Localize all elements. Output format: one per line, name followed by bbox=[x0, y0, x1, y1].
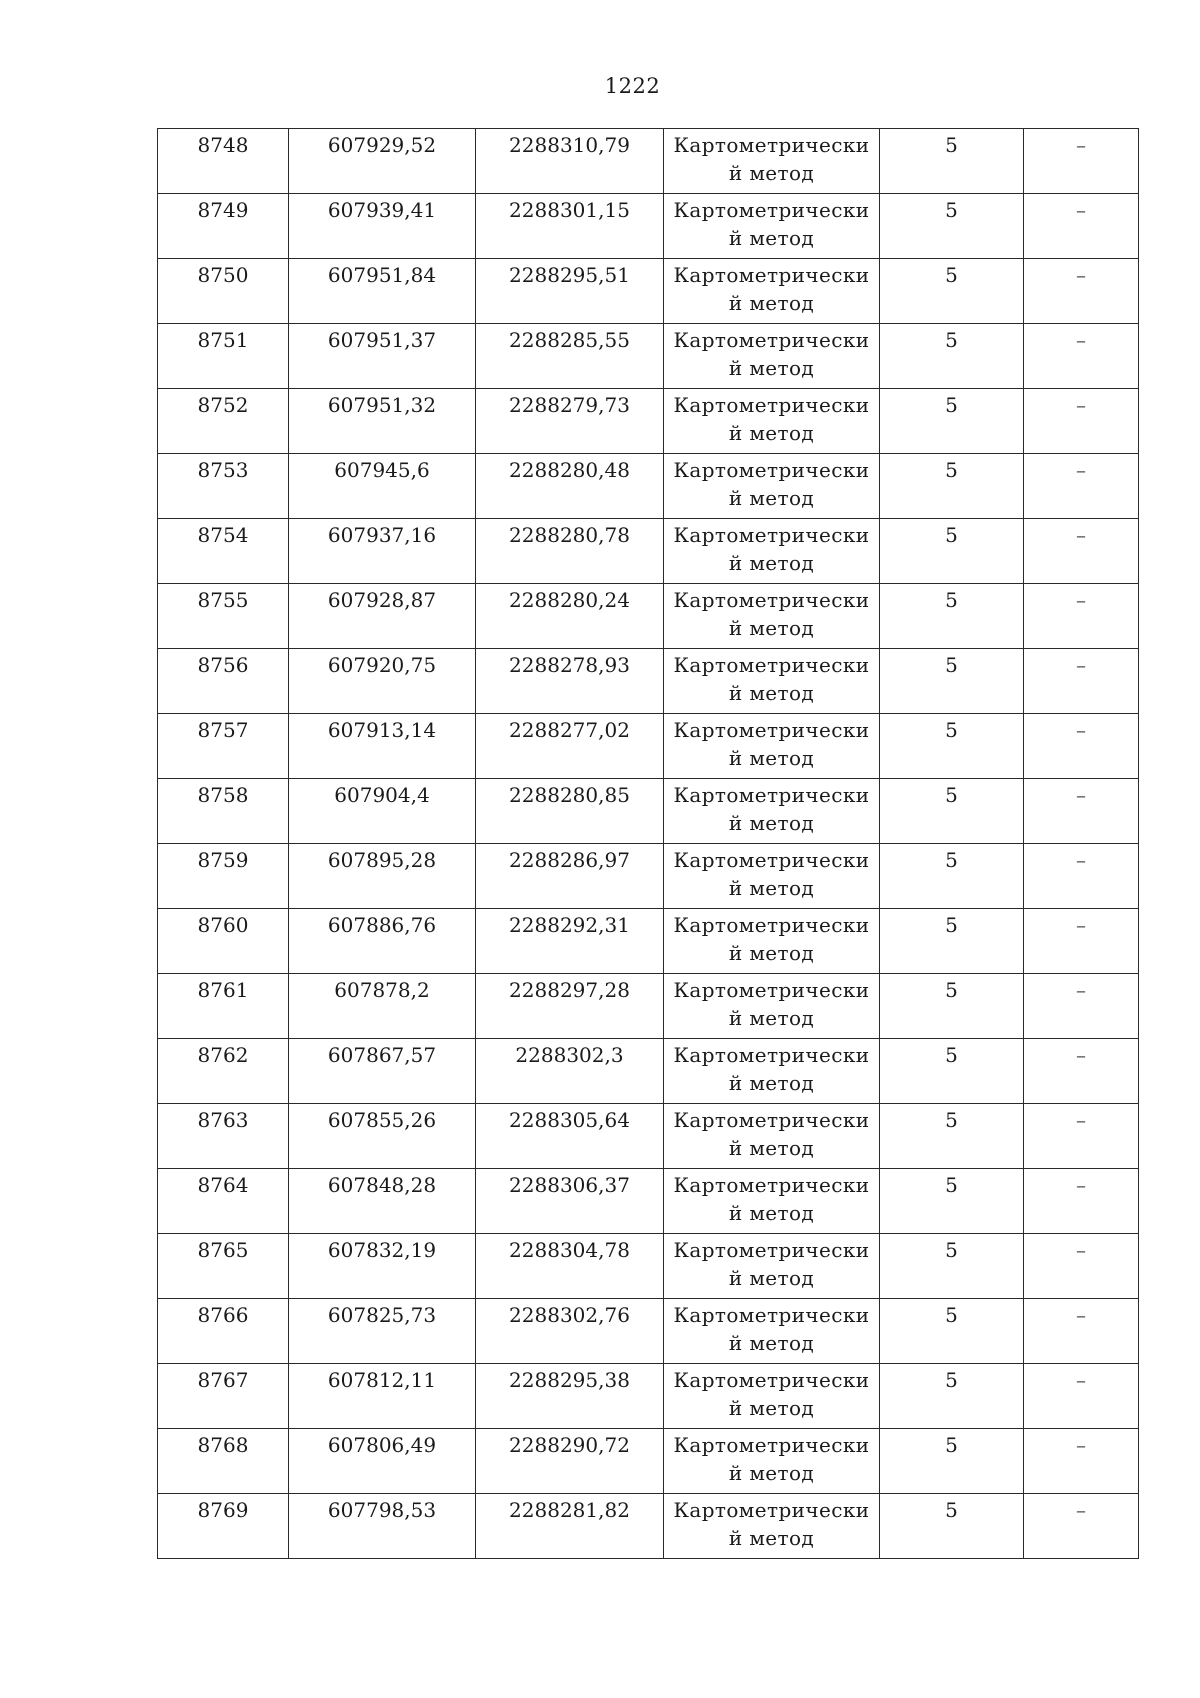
method-cell: Картометрически й метод bbox=[664, 779, 880, 844]
y-coordinate-cell: 2288305,64 bbox=[476, 1104, 664, 1169]
y-coordinate-cell: 2288281,82 bbox=[476, 1494, 664, 1559]
table-row bbox=[158, 519, 1139, 584]
description-cell: – bbox=[1024, 1234, 1139, 1299]
table-row bbox=[158, 259, 1139, 324]
y-coordinate-cell: 2288304,78 bbox=[476, 1234, 664, 1299]
x-coordinate-cell: 607929,52 bbox=[289, 129, 476, 194]
table-row bbox=[158, 1429, 1139, 1494]
y-coordinate-cell: 2288277,02 bbox=[476, 714, 664, 779]
x-coordinate-cell: 607832,19 bbox=[289, 1234, 476, 1299]
method-cell: Картометрически й метод bbox=[664, 1299, 880, 1364]
point-number-cell: 8762 bbox=[158, 1039, 289, 1104]
table-row bbox=[158, 389, 1139, 454]
description-cell: – bbox=[1024, 259, 1139, 324]
description-cell: – bbox=[1024, 584, 1139, 649]
description-cell: – bbox=[1024, 974, 1139, 1039]
method-cell: Картометрически й метод bbox=[664, 909, 880, 974]
table-row bbox=[158, 129, 1139, 194]
table-row bbox=[158, 324, 1139, 389]
y-coordinate-cell: 2288280,78 bbox=[476, 519, 664, 584]
x-coordinate-cell: 607951,32 bbox=[289, 389, 476, 454]
accuracy-cell: 5 bbox=[880, 1234, 1024, 1299]
method-cell: Картометрически й метод bbox=[664, 1169, 880, 1234]
description-cell: – bbox=[1024, 1039, 1139, 1104]
point-number-cell: 8754 bbox=[158, 519, 289, 584]
y-coordinate-cell: 2288286,97 bbox=[476, 844, 664, 909]
accuracy-cell: 5 bbox=[880, 909, 1024, 974]
table-row bbox=[158, 1039, 1139, 1104]
accuracy-cell: 5 bbox=[880, 454, 1024, 519]
coordinates-table-body bbox=[158, 129, 1139, 1559]
accuracy-cell: 5 bbox=[880, 259, 1024, 324]
point-number-cell: 8752 bbox=[158, 389, 289, 454]
table-row bbox=[158, 1234, 1139, 1299]
point-number-cell: 8764 bbox=[158, 1169, 289, 1234]
table-row bbox=[158, 779, 1139, 844]
coordinates-table bbox=[157, 128, 1139, 1559]
method-cell: Картометрически й метод bbox=[664, 454, 880, 519]
description-cell: – bbox=[1024, 1429, 1139, 1494]
description-cell: – bbox=[1024, 1169, 1139, 1234]
x-coordinate-cell: 607920,75 bbox=[289, 649, 476, 714]
point-number-cell: 8749 bbox=[158, 194, 289, 259]
description-cell: – bbox=[1024, 389, 1139, 454]
y-coordinate-cell: 2288302,76 bbox=[476, 1299, 664, 1364]
method-cell: Картометрически й метод bbox=[664, 974, 880, 1039]
x-coordinate-cell: 607812,11 bbox=[289, 1364, 476, 1429]
description-cell: – bbox=[1024, 194, 1139, 259]
point-number-cell: 8748 bbox=[158, 129, 289, 194]
accuracy-cell: 5 bbox=[880, 129, 1024, 194]
table-row bbox=[158, 649, 1139, 714]
x-coordinate-cell: 607886,76 bbox=[289, 909, 476, 974]
description-cell: – bbox=[1024, 1299, 1139, 1364]
accuracy-cell: 5 bbox=[880, 1299, 1024, 1364]
y-coordinate-cell: 2288302,3 bbox=[476, 1039, 664, 1104]
table-row bbox=[158, 194, 1139, 259]
point-number-cell: 8751 bbox=[158, 324, 289, 389]
point-number-cell: 8760 bbox=[158, 909, 289, 974]
description-cell: – bbox=[1024, 519, 1139, 584]
accuracy-cell: 5 bbox=[880, 779, 1024, 844]
x-coordinate-cell: 607945,6 bbox=[289, 454, 476, 519]
point-number-cell: 8755 bbox=[158, 584, 289, 649]
accuracy-cell: 5 bbox=[880, 1494, 1024, 1559]
x-coordinate-cell: 607855,26 bbox=[289, 1104, 476, 1169]
point-number-cell: 8768 bbox=[158, 1429, 289, 1494]
description-cell: – bbox=[1024, 909, 1139, 974]
description-cell: – bbox=[1024, 714, 1139, 779]
method-cell: Картометрически й метод bbox=[664, 129, 880, 194]
method-cell: Картометрически й метод bbox=[664, 194, 880, 259]
point-number-cell: 8766 bbox=[158, 1299, 289, 1364]
method-cell: Картометрически й метод bbox=[664, 844, 880, 909]
x-coordinate-cell: 607867,57 bbox=[289, 1039, 476, 1104]
table-row bbox=[158, 1494, 1139, 1559]
description-cell: – bbox=[1024, 1364, 1139, 1429]
method-cell: Картометрически й метод bbox=[664, 519, 880, 584]
table-row bbox=[158, 844, 1139, 909]
table-row bbox=[158, 1299, 1139, 1364]
accuracy-cell: 5 bbox=[880, 1429, 1024, 1494]
point-number-cell: 8769 bbox=[158, 1494, 289, 1559]
accuracy-cell: 5 bbox=[880, 519, 1024, 584]
description-cell: – bbox=[1024, 1104, 1139, 1169]
x-coordinate-cell: 607895,28 bbox=[289, 844, 476, 909]
x-coordinate-cell: 607806,49 bbox=[289, 1429, 476, 1494]
x-coordinate-cell: 607951,37 bbox=[289, 324, 476, 389]
y-coordinate-cell: 2288297,28 bbox=[476, 974, 664, 1039]
table-row bbox=[158, 974, 1139, 1039]
accuracy-cell: 5 bbox=[880, 714, 1024, 779]
method-cell: Картометрически й метод bbox=[664, 259, 880, 324]
x-coordinate-cell: 607913,14 bbox=[289, 714, 476, 779]
x-coordinate-cell: 607951,84 bbox=[289, 259, 476, 324]
y-coordinate-cell: 2288310,79 bbox=[476, 129, 664, 194]
method-cell: Картометрически й метод bbox=[664, 1429, 880, 1494]
point-number-cell: 8759 bbox=[158, 844, 289, 909]
accuracy-cell: 5 bbox=[880, 1104, 1024, 1169]
x-coordinate-cell: 607937,16 bbox=[289, 519, 476, 584]
point-number-cell: 8765 bbox=[158, 1234, 289, 1299]
point-number-cell: 8758 bbox=[158, 779, 289, 844]
method-cell: Картометрически й метод bbox=[664, 1104, 880, 1169]
y-coordinate-cell: 2288280,85 bbox=[476, 779, 664, 844]
point-number-cell: 8756 bbox=[158, 649, 289, 714]
method-cell: Картометрически й метод bbox=[664, 714, 880, 779]
y-coordinate-cell: 2288280,48 bbox=[476, 454, 664, 519]
method-cell: Картометрически й метод bbox=[664, 1364, 880, 1429]
y-coordinate-cell: 2288279,73 bbox=[476, 389, 664, 454]
method-cell: Картометрически й метод bbox=[664, 1234, 880, 1299]
x-coordinate-cell: 607825,73 bbox=[289, 1299, 476, 1364]
table-row bbox=[158, 584, 1139, 649]
y-coordinate-cell: 2288306,37 bbox=[476, 1169, 664, 1234]
page-number: 1222 bbox=[604, 74, 661, 98]
accuracy-cell: 5 bbox=[880, 649, 1024, 714]
method-cell: Картометрически й метод bbox=[664, 324, 880, 389]
point-number-cell: 8750 bbox=[158, 259, 289, 324]
table-row bbox=[158, 1169, 1139, 1234]
accuracy-cell: 5 bbox=[880, 389, 1024, 454]
point-number-cell: 8753 bbox=[158, 454, 289, 519]
x-coordinate-cell: 607798,53 bbox=[289, 1494, 476, 1559]
y-coordinate-cell: 2288295,38 bbox=[476, 1364, 664, 1429]
point-number-cell: 8761 bbox=[158, 974, 289, 1039]
table-row bbox=[158, 1104, 1139, 1169]
description-cell: – bbox=[1024, 779, 1139, 844]
y-coordinate-cell: 2288280,24 bbox=[476, 584, 664, 649]
method-cell: Картометрически й метод bbox=[664, 1039, 880, 1104]
accuracy-cell: 5 bbox=[880, 1364, 1024, 1429]
point-number-cell: 8767 bbox=[158, 1364, 289, 1429]
accuracy-cell: 5 bbox=[880, 194, 1024, 259]
point-number-cell: 8763 bbox=[158, 1104, 289, 1169]
method-cell: Картометрически й метод bbox=[664, 1494, 880, 1559]
description-cell: – bbox=[1024, 324, 1139, 389]
description-cell: – bbox=[1024, 129, 1139, 194]
x-coordinate-cell: 607848,28 bbox=[289, 1169, 476, 1234]
accuracy-cell: 5 bbox=[880, 1169, 1024, 1234]
x-coordinate-cell: 607928,87 bbox=[289, 584, 476, 649]
accuracy-cell: 5 bbox=[880, 1039, 1024, 1104]
description-cell: – bbox=[1024, 649, 1139, 714]
y-coordinate-cell: 2288285,55 bbox=[476, 324, 664, 389]
table-row bbox=[158, 714, 1139, 779]
accuracy-cell: 5 bbox=[880, 974, 1024, 1039]
x-coordinate-cell: 607878,2 bbox=[289, 974, 476, 1039]
table-row bbox=[158, 909, 1139, 974]
accuracy-cell: 5 bbox=[880, 584, 1024, 649]
y-coordinate-cell: 2288290,72 bbox=[476, 1429, 664, 1494]
accuracy-cell: 5 bbox=[880, 324, 1024, 389]
y-coordinate-cell: 2288292,31 bbox=[476, 909, 664, 974]
accuracy-cell: 5 bbox=[880, 844, 1024, 909]
x-coordinate-cell: 607904,4 bbox=[289, 779, 476, 844]
method-cell: Картометрически й метод bbox=[664, 584, 880, 649]
description-cell: – bbox=[1024, 454, 1139, 519]
y-coordinate-cell: 2288278,93 bbox=[476, 649, 664, 714]
method-cell: Картометрически й метод bbox=[664, 649, 880, 714]
table-row bbox=[158, 1364, 1139, 1429]
y-coordinate-cell: 2288301,15 bbox=[476, 194, 664, 259]
y-coordinate-cell: 2288295,51 bbox=[476, 259, 664, 324]
description-cell: – bbox=[1024, 844, 1139, 909]
table-row bbox=[158, 454, 1139, 519]
method-cell: Картометрически й метод bbox=[664, 389, 880, 454]
x-coordinate-cell: 607939,41 bbox=[289, 194, 476, 259]
description-cell: – bbox=[1024, 1494, 1139, 1559]
point-number-cell: 8757 bbox=[158, 714, 289, 779]
